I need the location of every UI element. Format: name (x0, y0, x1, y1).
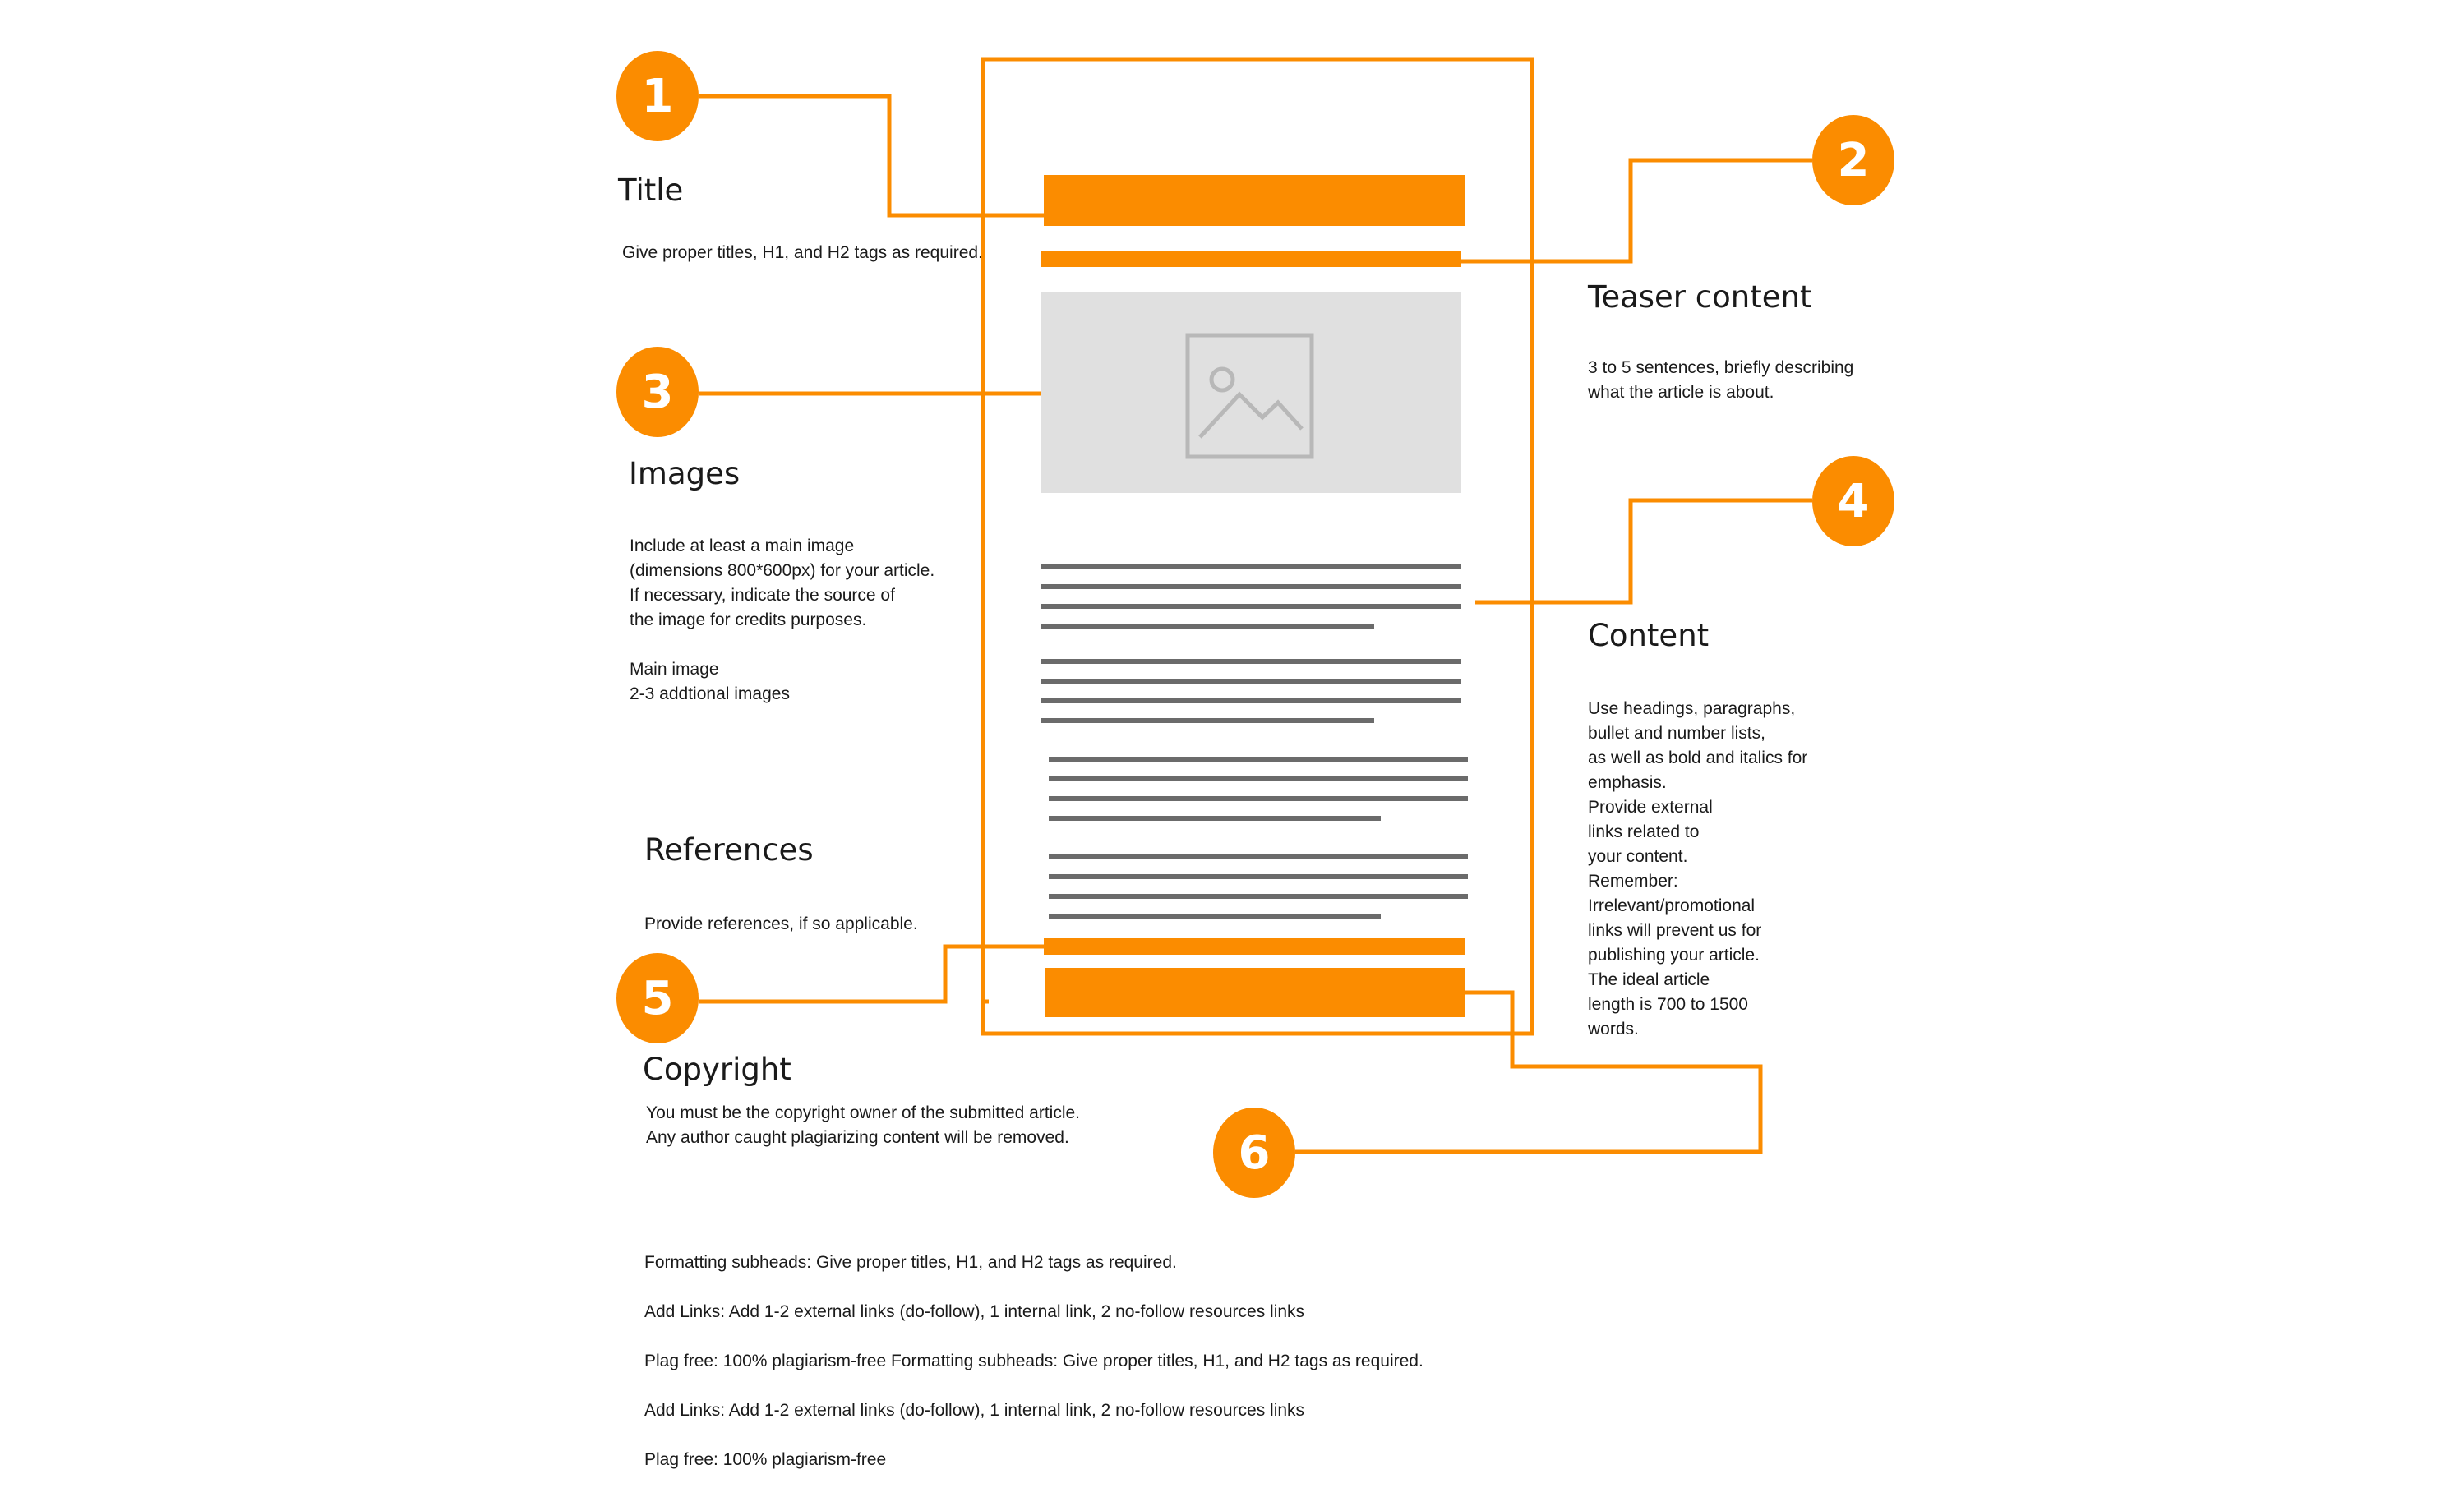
references-bar (1044, 938, 1465, 955)
image-placeholder (1041, 292, 1461, 493)
desc-references: Provide references, if so applicable. (644, 914, 918, 933)
heading-images: Images (629, 456, 741, 491)
teaser-bar (1041, 251, 1461, 267)
connector-1 (699, 96, 1045, 215)
content-text-lines (1041, 567, 1468, 916)
badge-4: 4 (1812, 456, 1894, 546)
heading-references: References (644, 832, 814, 868)
badge-6: 6 (1213, 1108, 1295, 1198)
connector-5 (699, 947, 1044, 1002)
title-bar (1044, 175, 1465, 226)
badge-3: 3 (616, 347, 699, 437)
desc-copyright: You must be the copyright owner of the submitted article. Any author caught plagiarizing content will be removed. (646, 1103, 1081, 1147)
connector-2 (1461, 160, 1812, 261)
footer-notes (644, 1226, 1423, 1497)
footer-note: Formatting subheads: Give proper titles, H1, and H2 tags as required. (644, 1253, 1177, 1272)
heading-title: Title (618, 173, 684, 208)
heading-copyright: Copyright (643, 1052, 791, 1087)
badge-5: 5 (616, 953, 699, 1043)
footer-note: Plag free: 100% plagiarism-free (644, 1450, 887, 1469)
footer-note: Add Links: Add 1-2 external links (do-follow), 1 internal link, 2 no-follow resources links (644, 1302, 1305, 1321)
connector-4 (1475, 500, 1812, 602)
heading-teaser-content: Teaser content (1588, 279, 1812, 315)
badge-2: 2 (1812, 115, 1894, 205)
copyright-bar (1045, 968, 1465, 1017)
footer-note: Plag free: 100% plagiarism-free Formatting subheads: Give proper titles, H1, and H2 tags as required. (644, 1352, 1423, 1370)
desc-content: Use headings, paragraphs, bullet and number lists, as well as bold and italics for emphasis. Provide external links related to your content. Remember: Irrelevant/promotional links will prevent us for publishing your article. The ideal article length is 700 to 1500 words. (1588, 699, 1808, 1039)
footer-note: Add Links: Add 1-2 external links (do-follow), 1 internal link, 2 no-follow resources links (644, 1401, 1305, 1420)
desc-teaser-content: 3 to 5 sentences, briefly describing what the article is about. (1588, 358, 1854, 402)
badge-1: 1 (616, 51, 699, 141)
heading-content: Content (1588, 618, 1710, 653)
desc-images: Include at least a main image (dimensions 800*600px) for your article. If necessary, indicate the source of the image for credits purposes. Main image 2-3 addtional images (630, 537, 935, 703)
desc-title: Give proper titles, H1, and H2 tags as required. (622, 243, 983, 262)
